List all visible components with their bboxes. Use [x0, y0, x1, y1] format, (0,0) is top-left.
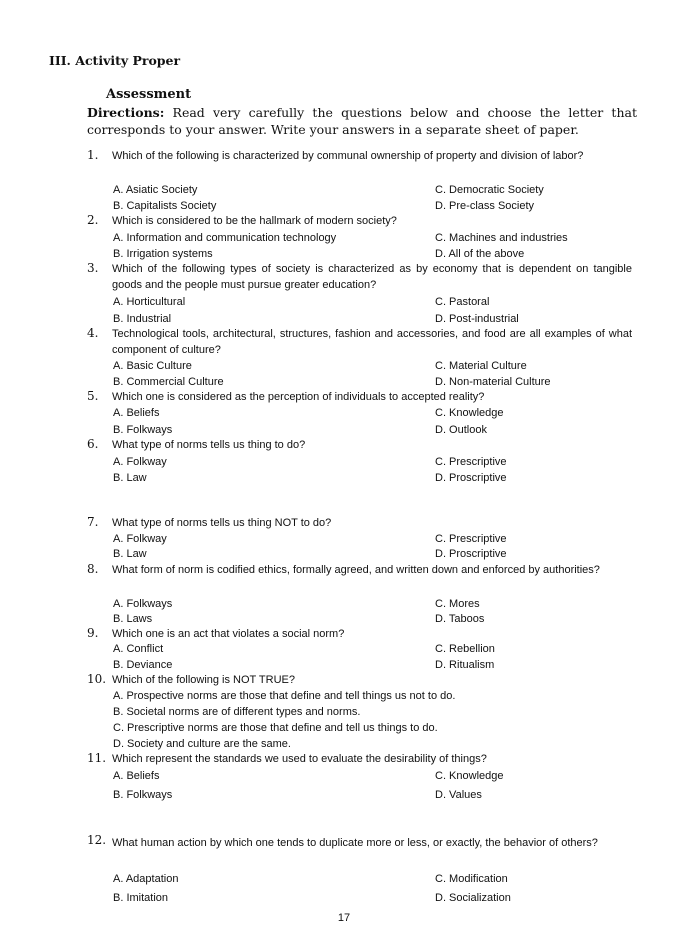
- question-number: 10.: [87, 672, 107, 686]
- question-text: Which of the following is NOT TRUE?: [112, 674, 295, 686]
- option-a: A. Folkway: [113, 456, 167, 468]
- option-d: D. Outlook: [435, 424, 487, 436]
- question-text: What type of norms tells us thing to do?: [112, 439, 306, 451]
- option-c: C. Knowledge: [435, 770, 504, 782]
- option-c: C. Material Culture: [435, 360, 527, 372]
- option-a: A. Asiatic Society: [113, 184, 198, 196]
- option-b: B. Irrigation systems: [113, 248, 213, 260]
- option-b: B. Societal norms are of different types and norms.: [113, 706, 361, 718]
- option-a: A. Folkway: [113, 533, 167, 545]
- question-number: 11.: [87, 751, 107, 765]
- assessment-title: Assessment: [106, 87, 192, 102]
- option-b: B. Folkways: [113, 789, 173, 801]
- option-d: D. Values: [435, 789, 482, 801]
- option-c: C. Rebellion: [435, 643, 495, 655]
- option-d: D. Pre-class Society: [435, 200, 535, 212]
- directions: [87, 104, 637, 138]
- question-text: Technological tools, architectural, structures, fashion and accessories, and food are all examples of what component of culture?: [112, 328, 632, 356]
- question-text: What human action by which one tends to duplicate more or less, or exactly, the behavior of others?: [112, 837, 598, 849]
- option-a: A. Conflict: [113, 643, 164, 655]
- option-d: D. Post-industrial: [435, 313, 519, 325]
- option-a: A. Prospective norms are those that define and tell things us not to do.: [113, 690, 456, 702]
- question-number: 1.: [87, 148, 99, 162]
- question-text: Which one is an act that violates a social norm?: [112, 628, 345, 640]
- option-b: B. Law: [113, 472, 147, 484]
- question-number: 6.: [87, 437, 99, 451]
- option-d: D. Socialization: [435, 892, 511, 904]
- page-number: 17: [337, 912, 351, 924]
- question-text: Which represent the standards we used to evaluate the desirability of things?: [112, 753, 487, 765]
- option-c: C. Machines and industries: [435, 232, 568, 244]
- option-a: A. Basic Culture: [113, 360, 192, 372]
- question-text: Which of the following types of society is characterized as by economy that is dependent on tangible goods and the people must pursue greater education?: [112, 263, 632, 291]
- option-d: D. Ritualism: [435, 659, 495, 671]
- option-a: A. Beliefs: [113, 407, 160, 419]
- option-a: A. Beliefs: [113, 770, 160, 782]
- question-number: 2.: [87, 213, 99, 227]
- option-b: B. Industrial: [113, 313, 172, 325]
- option-d: D. Non-material Culture: [435, 376, 551, 388]
- question-text: Which is considered to be the hallmark of modern society?: [112, 215, 397, 227]
- question-text: Which one is considered as the perception of individuals to accepted reality?: [112, 391, 485, 403]
- option-d: D. Society and culture are the same.: [113, 738, 291, 750]
- directions-text: Read very carefully the questions below and choose the letter that corresponds to your answer. Write your answers in a separate sheet of paper.: [87, 105, 637, 137]
- option-a: A. Information and communication technology: [113, 232, 337, 244]
- option-b: B. Deviance: [113, 659, 173, 671]
- question-number: 4.: [87, 326, 99, 340]
- option-c: C. Mores: [435, 598, 480, 610]
- question-number: 8.: [87, 562, 99, 576]
- question-text: Which of the following is characterized by communal ownership of property and division of labor?: [112, 150, 584, 162]
- option-d: D. Proscriptive: [435, 548, 507, 560]
- option-c: C. Prescriptive: [435, 456, 507, 468]
- option-c: C. Democratic Society: [435, 184, 544, 196]
- question-text: What form of norm is codified ethics, formally agreed, and written down and enforced by authorities?: [112, 564, 600, 576]
- question-text: What type of norms tells us thing NOT to do?: [112, 517, 332, 529]
- option-b: B. Imitation: [113, 892, 169, 904]
- option-c: C. Prescriptive: [435, 533, 507, 545]
- option-c: C. Knowledge: [435, 407, 504, 419]
- option-a: A. Folkways: [113, 598, 173, 610]
- question-number: 9.: [87, 626, 99, 640]
- question-number: 3.: [87, 261, 99, 275]
- option-b: B. Commercial Culture: [113, 376, 224, 388]
- option-a: A. Horticultural: [113, 296, 186, 308]
- question-number: 7.: [87, 515, 99, 529]
- option-b: B. Law: [113, 548, 147, 560]
- option-c: C. Pastoral: [435, 296, 490, 308]
- question-number: 12.: [87, 833, 107, 847]
- option-d: D. All of the above: [435, 248, 525, 260]
- option-c: C. Modification: [435, 873, 508, 885]
- option-d: D. Taboos: [435, 613, 485, 625]
- option-b: B. Folkways: [113, 424, 173, 436]
- option-a: A. Adaptation: [113, 873, 179, 885]
- option-b: B. Capitalists Society: [113, 200, 217, 212]
- question-number: 5.: [87, 389, 99, 403]
- directions-label: Directions:: [87, 105, 165, 120]
- option-b: B. Laws: [113, 613, 153, 625]
- section-title: III. Activity Proper: [49, 53, 181, 68]
- option-d: D. Proscriptive: [435, 472, 507, 484]
- option-c: C. Prescriptive norms are those that define and tell us things to do.: [113, 722, 438, 734]
